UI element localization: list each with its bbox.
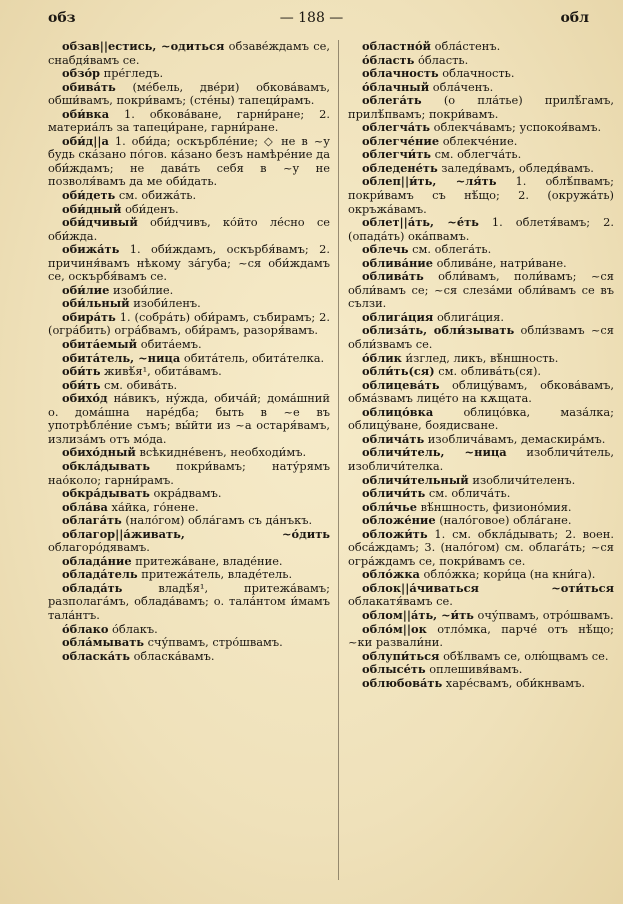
entry-definition: облива́не, натри́ване.: [433, 255, 567, 270]
entry-definition: харе́свамъ, оби́кнвамъ.: [442, 675, 585, 690]
dictionary-entry: [348, 311, 614, 325]
entry-definition: владѣ́я¹, притежа́вамъ; разполага́мъ, облада́вамъ; о. тала́нтом и́мамъ тала́нтъ.: [48, 580, 330, 622]
dictionary-entry: [48, 487, 330, 501]
entry-headword: облива́ние: [362, 255, 434, 270]
dictionary-entry: [348, 609, 614, 623]
dictionary-entry: [348, 528, 614, 569]
dictionary-entry: [48, 216, 330, 243]
entry-headword: обличи́тельный: [362, 472, 469, 487]
dictionary-entry: [48, 623, 330, 637]
entry-definition: заледя́вамъ, обледя́вамъ.: [437, 160, 594, 175]
entry-headword: областно́й: [362, 40, 431, 53]
entry-definition: и́зглед, ликъ, вѣ́ншность.: [401, 350, 559, 365]
entry-headword: оби́лие: [62, 282, 110, 297]
entry-headword: облада́ть: [62, 580, 123, 595]
entry-headword: облицева́ть: [362, 377, 440, 392]
entry-headword: оби́ть: [62, 364, 101, 379]
entry-definition: притежа́ване, владе́ние.: [131, 553, 283, 568]
dictionary-entry: [48, 189, 330, 203]
entry-headword: облупи́ться: [362, 648, 440, 663]
dictionary-entry: [48, 514, 330, 528]
entry-headword: облада́ние: [62, 553, 132, 568]
dictionary-entry: [48, 40, 330, 67]
dictionary-entry: [348, 663, 614, 677]
entry-headword: обличи́ть: [362, 486, 426, 501]
entry-definition: очу́пвамъ, отро́швамъ.: [473, 607, 614, 622]
entry-definition: см. облега́ть.: [408, 242, 492, 257]
entry-headword: облада́тель: [62, 567, 138, 582]
entry-definition: (нало́гом) обла́гамъ съ да́нъкъ.: [121, 513, 313, 528]
entry-headword: обижа́ть: [62, 242, 120, 257]
entry-headword: облига́ция: [362, 309, 434, 324]
dictionary-entry: [348, 94, 614, 121]
entry-headword: обкра́дывать: [62, 486, 150, 501]
entry-headword: обли́ть(ся): [362, 364, 435, 379]
dictionary-entry: [348, 148, 614, 162]
dictionary-entry: [348, 216, 614, 243]
entry-headword: облича́ть: [362, 431, 425, 446]
dictionary-entry: [348, 487, 614, 501]
dictionary-entry: [348, 379, 614, 406]
entry-headword: оби́деть: [62, 188, 116, 203]
entry-definition: обласка́вамъ.: [129, 648, 215, 663]
entry-definition: изобличи́теленъ.: [468, 472, 576, 487]
entry-definition: вѣ́ншность, физионо́мия.: [417, 499, 572, 514]
entry-headword: оби́льный: [62, 296, 130, 311]
entry-headword: обложе́ние: [362, 513, 436, 528]
entry-headword: обличи́тель, ~ница: [362, 445, 507, 460]
dictionary-entry: [48, 446, 330, 460]
entry-headword: облок||а́чиваться ~оти́ться: [362, 580, 614, 595]
dictionary-entry: [48, 460, 330, 487]
entry-headword: облом||а́ть, ~и́ть: [362, 607, 474, 622]
dictionary-entry: [348, 474, 614, 488]
dictionary-entry: [348, 121, 614, 135]
dictionary-entry: [48, 108, 330, 135]
entry-headword: обира́ть: [62, 309, 116, 324]
entry-headword: обзо́р: [62, 66, 101, 81]
entry-definition: облекча́вамъ; успокоя́вамъ.: [429, 120, 602, 135]
entry-definition: обита́тель, обита́телка.: [180, 350, 325, 365]
entry-definition: облагоро́дявамъ.: [48, 540, 150, 555]
entry-definition: пре́гледъ.: [100, 66, 164, 81]
entry-definition: обли́звамъ ~ся обли́звамъ се.: [348, 323, 614, 352]
entry-definition: 1. облетя́вамъ; 2. (опада́ть) ока́пвамъ.: [348, 215, 614, 243]
entry-definition: 1. оби́да; оскърбле́ние; ◇ не в ~у будь ска́зано по́гов. ка́зано безъ намѣре́ние да оби́ждамъ; не дава́ть себя в ~у не позволя́вамъ да ме оби́дать.: [48, 133, 330, 189]
entry-headword: облачность: [362, 66, 439, 81]
dictionary-entry: [48, 582, 330, 623]
entry-headword: обла́мывать: [62, 635, 145, 650]
dictionary-entry: [348, 623, 614, 650]
entry-headword: оби́вка: [62, 106, 110, 121]
entry-headword: обласка́ть: [62, 648, 130, 663]
dictionary-entry: [348, 514, 614, 528]
entry-definition: облицо́вка, маза́лка; облицу́ване, боядисване.: [348, 404, 614, 433]
dictionary-entry: [48, 379, 330, 393]
entry-definition: облицу́вамъ, обкова́вамъ, обма́звамъ лице́то на кѫщата.: [348, 377, 614, 406]
dictionary-entry: [348, 365, 614, 379]
entry-definition: оби́дчивъ, ко́йто ле́сно се оби́жда.: [48, 215, 330, 243]
entry-definition: о́блакъ.: [108, 621, 158, 636]
dictionary-entry: [48, 67, 330, 81]
entry-definition: (ме́бель, две́ри) обкова́вамъ, обши́вамъ, покри́вамъ; (сте́ны) тапеци́рамъ.: [48, 79, 330, 108]
entry-headword: облеп||и́ть, ~ля́ть: [362, 174, 497, 189]
entry-definition: облекче́ние.: [439, 133, 518, 148]
entry-definition: см. облегча́ть.: [431, 147, 522, 162]
entry-definition: обла́ченъ.: [429, 79, 494, 94]
left-column: [48, 40, 330, 663]
entry-headword: обледене́ть: [362, 160, 438, 175]
dictionary-entry: [48, 203, 330, 217]
entry-definition: обита́емъ.: [137, 337, 202, 352]
entry-headword: обихо́дный: [62, 445, 136, 460]
dictionary-entry: [48, 568, 330, 582]
dictionary-entry: [348, 324, 614, 351]
dictionary-entry: [348, 446, 614, 473]
dictionary-entry: [48, 555, 330, 569]
dictionary-entry: [48, 352, 330, 366]
entry-headword: облегче́ние: [362, 133, 440, 148]
entry-headword: облага́ть: [62, 513, 122, 528]
header-guide-word-left: обз: [48, 10, 76, 26]
dictionary-entry: [348, 270, 614, 311]
entry-definition: оплешивя́вамъ.: [425, 662, 523, 677]
entry-headword: обкла́дывать: [62, 458, 150, 473]
entry-headword: обзав||естись, ~одиться: [62, 40, 225, 53]
dictionary-entry: [348, 406, 614, 433]
entry-definition: оби́денъ.: [121, 201, 179, 216]
entry-definition: отло́мка, парче́ отъ нѣ́що; ~ки развали́ни.: [348, 621, 614, 650]
entry-definition: всѣкидне́венъ, необходи́мъ.: [135, 445, 307, 460]
entry-headword: облет||а́ть, ~е́ть: [362, 215, 479, 230]
dictionary-entry: [348, 650, 614, 664]
entry-headword: обло́м||ок: [362, 621, 427, 636]
entry-headword: обива́ть: [62, 79, 116, 94]
dictionary-entry: [348, 433, 614, 447]
entry-headword: обла́ва: [62, 499, 108, 514]
entry-definition: изоби́ленъ.: [129, 296, 201, 311]
dictionary-entry: [348, 40, 614, 54]
entry-definition: изоблича́вамъ, демаскира́мъ.: [424, 431, 606, 446]
dictionary-entry: [48, 392, 330, 446]
entry-headword: облысе́ть: [362, 662, 426, 677]
entry-definition: облига́ция.: [433, 309, 504, 324]
entry-definition: 1. см. обкла́дывать; 2. воен. обса́ждамъ; 3. (нало́гом) см. облага́ть; ~ся огра́ждамъ се, покри́вамъ се.: [348, 526, 614, 568]
entry-definition: изобличи́тель, изобличи́телка.: [348, 445, 614, 473]
entry-definition: обзаве́ждамъ се, снабдя́вамъ се.: [48, 40, 330, 67]
entry-headword: обита́емый: [62, 337, 138, 352]
entry-definition: изоби́лие.: [109, 282, 174, 297]
dictionary-entry: [48, 650, 330, 664]
entry-headword: о́бласть: [362, 52, 415, 67]
dictionary-entry: [48, 243, 330, 284]
entry-headword: облегчи́ть: [362, 147, 432, 162]
entry-definition: (нало́говое) обла́гане.: [435, 513, 572, 528]
entry-headword: о́блик: [362, 350, 402, 365]
dictionary-entry: [348, 54, 614, 68]
dictionary-entry: [348, 501, 614, 515]
entry-headword: облюбова́ть: [362, 675, 443, 690]
entry-definition: см. обива́ть.: [100, 377, 178, 392]
entry-headword: облагор||а́живать, ~о́дить: [62, 526, 330, 541]
entry-headword: обло́жка: [362, 567, 420, 582]
entry-headword: оби́дный: [62, 201, 122, 216]
entry-headword: облечь: [362, 242, 409, 257]
dictionary-entry: [48, 311, 330, 338]
dictionary-entry: [348, 352, 614, 366]
entry-definition: 1. обкова́ване, гарни́ране; 2. материа́лъ за тапеци́ране, гарни́ране.: [48, 106, 330, 135]
entry-definition: см. облича́ть.: [425, 486, 511, 501]
entry-definition: обли́вамъ, поли́вамъ; ~ся обли́вамъ се; ~ся слеза́ми обли́вамъ се въ сълзи.: [348, 269, 614, 311]
dictionary-entry: [348, 135, 614, 149]
entry-definition: о́бласть.: [414, 52, 469, 67]
dictionary-entry: [48, 81, 330, 108]
entry-definition: притежа́тель, владе́тель.: [137, 567, 293, 582]
entry-headword: оби́д||а: [62, 133, 109, 148]
entry-definition: на́викъ, ну́жда, обича́й; дома́шний о. дома́шна наре́дба; быть в ~е въ употрѣбле́ние съмъ; вы́йти из ~а остаря́вамъ, излиза́мъ отъ мо́да.: [48, 391, 330, 446]
entry-headword: о́блако: [62, 621, 109, 636]
dictionary-entry: [48, 135, 330, 189]
dictionary-entry: [348, 677, 614, 691]
dictionary-entry: [48, 501, 330, 515]
entry-definition: см. обижа́ть.: [115, 188, 197, 203]
dictionary-entry: [48, 284, 330, 298]
column-divider: [338, 40, 339, 880]
entry-headword: облива́ть: [362, 269, 424, 284]
entry-definition: 1. облѣ́пвамъ; покри́вамъ съ нѣ́що; 2. (окружа́ть) окръжа́вамъ.: [348, 174, 614, 216]
entry-headword: облицо́вка: [362, 404, 434, 419]
dictionary-entry: [348, 67, 614, 81]
entry-definition: счу́пвамъ, стро́швамъ.: [144, 635, 283, 650]
dictionary-entry: [348, 175, 614, 216]
right-column: [348, 40, 614, 690]
entry-headword: обихо́д: [62, 391, 108, 406]
entry-definition: окра́двамъ.: [149, 486, 222, 501]
entry-definition: ха́йка, го́нене.: [107, 499, 199, 514]
entry-headword: обложи́ть: [362, 526, 428, 541]
entry-definition: обло́жка; кори́ца (на кни́га).: [419, 567, 596, 582]
dictionary-entry: [348, 243, 614, 257]
entry-headword: облегча́ть: [362, 120, 430, 135]
dictionary-entry: [348, 568, 614, 582]
entry-definition: обла́стенъ.: [430, 40, 501, 53]
entry-headword: обли́чье: [362, 499, 417, 514]
entry-headword: облиза́ть, обли́зывать: [362, 323, 515, 338]
entry-definition: живѣ́я¹, обита́вамъ.: [100, 364, 222, 379]
entry-definition: 1. оби́ждамъ, оскърбя́вамъ; 2. причиня́вамъ нѣкому за́губа; ~ся оби́ждамъ се, оскърбя́вамъ се.: [48, 242, 330, 284]
dictionary-entry: [348, 162, 614, 176]
page-header: [0, 8, 623, 32]
dictionary-entry: [48, 528, 330, 555]
entry-definition: обѣ́лвамъ се, олю́щвамъ се.: [439, 648, 609, 663]
entry-definition: облакатя́вамъ се.: [348, 594, 453, 609]
dictionary-entry: [48, 338, 330, 352]
entry-definition: (о пла́тье) прилѣ́гамъ, прилѣ́пвамъ; покри́вамъ.: [348, 93, 614, 121]
dictionary-entry: [348, 257, 614, 271]
entry-headword: облега́ть: [362, 93, 422, 108]
entry-headword: оби́дчивый: [62, 215, 138, 230]
entry-headword: обита́тель, ~ница: [62, 350, 181, 365]
entry-headword: о́блачный: [362, 79, 430, 94]
entry-definition: см. облива́ть(ся).: [434, 364, 542, 379]
dictionary-entry: [48, 365, 330, 379]
entry-definition: покри́вамъ; нату́рямъ нао́коло; гарни́рамъ.: [48, 458, 330, 487]
entry-headword: оби́ть: [62, 377, 101, 392]
page-number: — 188 —: [279, 10, 344, 26]
entry-definition: облачность.: [438, 66, 515, 81]
dictionary-entry: [48, 297, 330, 311]
dictionary-entry: [348, 582, 614, 609]
dictionary-entry: [48, 636, 330, 650]
entry-definition: 1. (собра́ть) оби́рамъ, събирамъ; 2. (огра́бить) огра́бвамъ, оби́рамъ, разоря́вамъ.: [48, 309, 330, 338]
header-guide-word-right: обл: [560, 10, 589, 26]
dictionary-entry: [348, 81, 614, 95]
